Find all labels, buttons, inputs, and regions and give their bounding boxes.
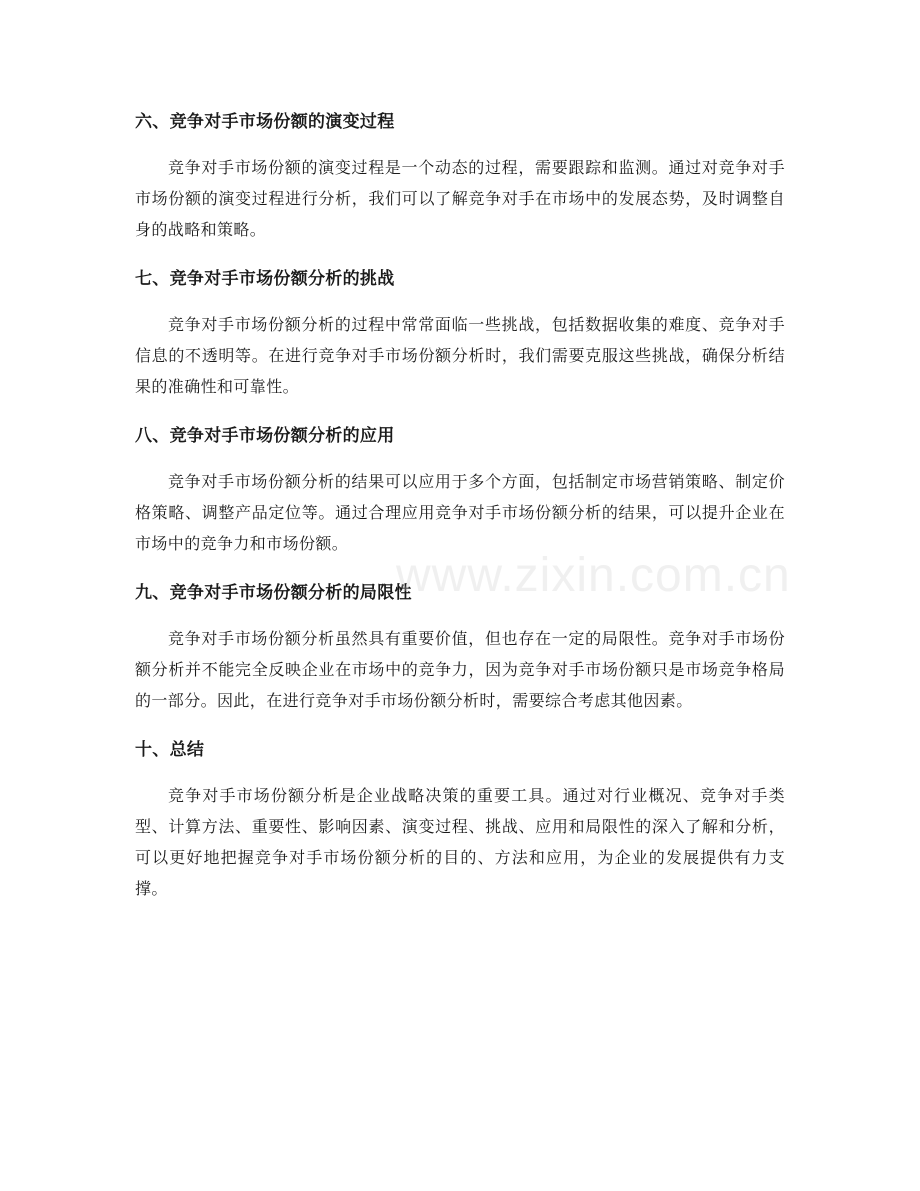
section-6 <box>135 106 785 245</box>
section-heading: 六、竞争对手市场份额的演变过程 <box>135 112 395 132</box>
section-heading: 八、竞争对手市场份额分析的应用 <box>135 426 395 446</box>
section-heading: 九、竞争对手市场份额分析的局限性 <box>135 583 412 603</box>
section-paragraph: 竞争对手市场份额分析的结果可以应用于多个方面，包括制定市场营销策略、制定价格策略、调整产品定位等。通过合理应用竞争对手市场份额分析的结果，可以提升企业在市场中的竞争力和市场份额。 <box>135 472 785 553</box>
section-paragraph: 竞争对手市场份额分析是企业战略决策的重要工具。通过对行业概况、竞争对手类型、计算方法、重要性、影响因素、演变过程、挑战、应用和局限性的深入了解和分析，可以更好地把握竞争对手市场份额分析的目的、方法和应用，为企业的发展提供有力支撑。 <box>135 786 785 898</box>
section-9 <box>135 577 785 716</box>
section-7 <box>135 263 785 402</box>
section-8 <box>135 420 785 559</box>
section-heading: 十、总结 <box>135 740 205 760</box>
section-paragraph: 竞争对手市场份额分析虽然具有重要价值，但也存在一定的局限性。竞争对手市场份额分析并不能完全反映企业在市场中的竞争力，因为竞争对手市场份额只是市场竞争格局的一部分。因此，在进行竞争对手市场份额分析时，需要综合考虑其他因素。 <box>135 629 785 710</box>
watermark: www.zixin.com.cn <box>396 549 791 602</box>
section-paragraph: 竞争对手市场份额的演变过程是一个动态的过程，需要跟踪和监测。通过对竞争对手市场份额的演变过程进行分析，我们可以了解竞争对手在市场中的发展态势，及时调整自身的战略和策略。 <box>135 158 785 239</box>
section-heading: 七、竞争对手市场份额分析的挑战 <box>135 269 395 289</box>
section-paragraph: 竞争对手市场份额分析的过程中常常面临一些挑战，包括数据收集的难度、竞争对手信息的不透明等。在进行竞争对手市场份额分析时，我们需要克服这些挑战，确保分析结果的准确性和可靠性。 <box>135 315 785 396</box>
section-10 <box>135 734 785 904</box>
document-body <box>135 106 785 922</box>
